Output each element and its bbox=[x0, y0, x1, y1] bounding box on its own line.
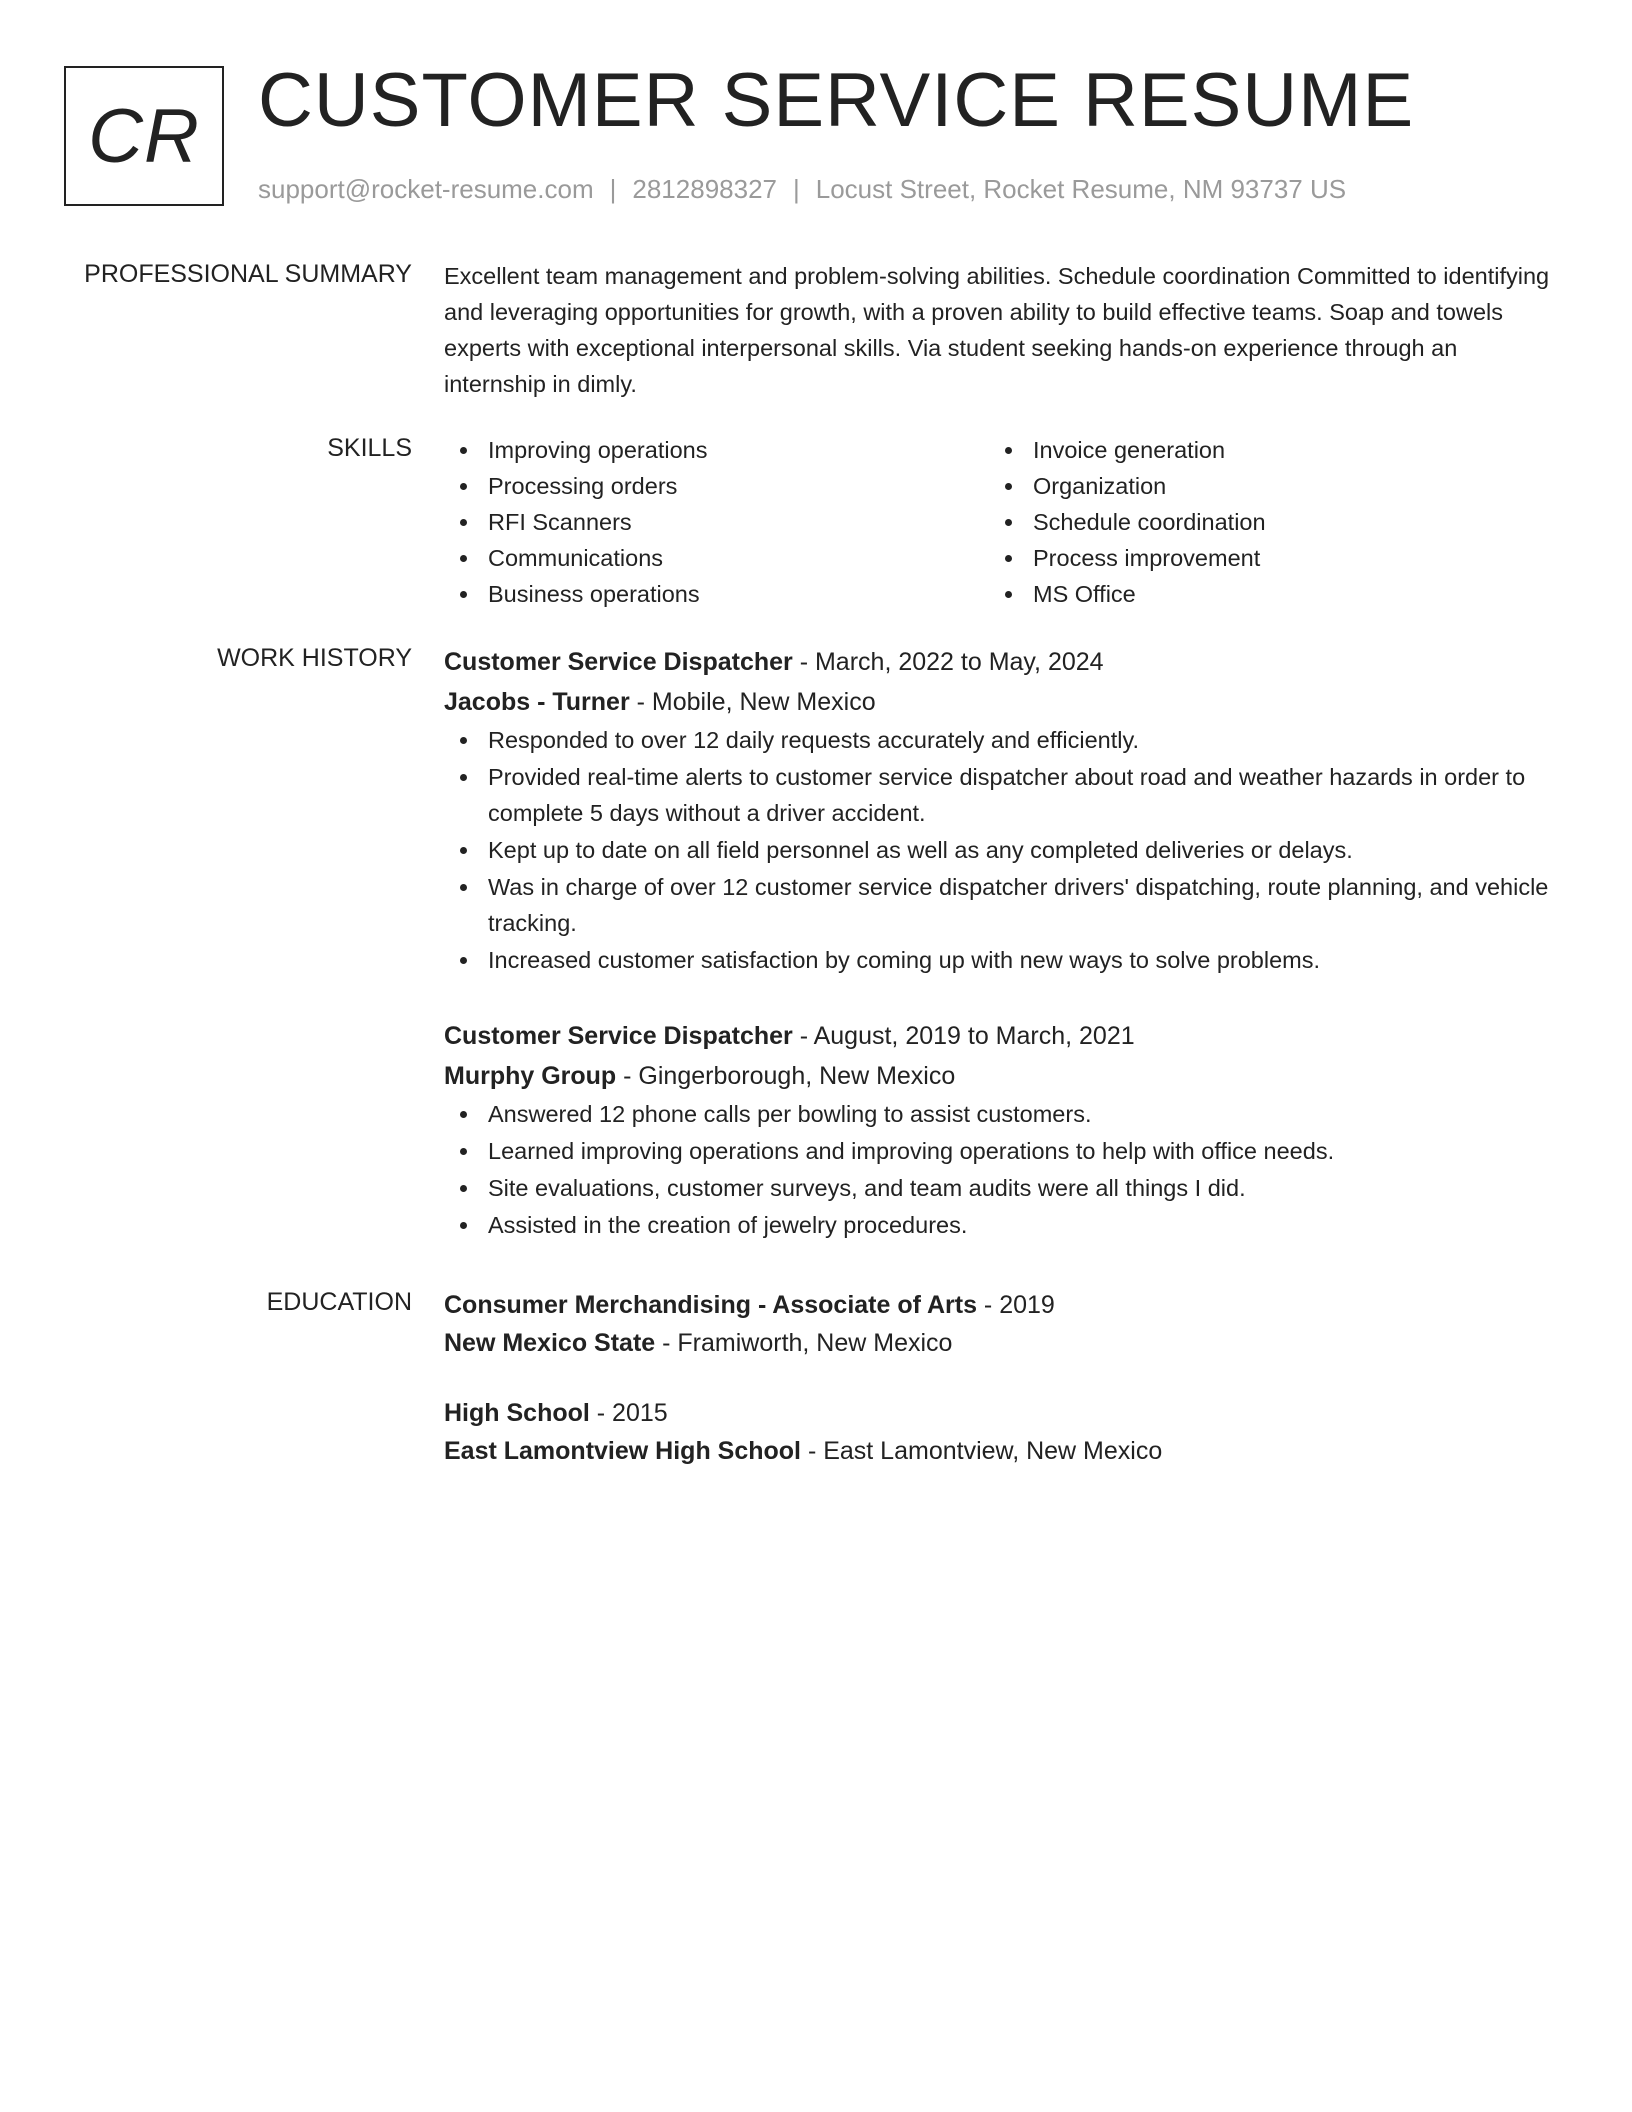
skills-grid bbox=[444, 432, 1554, 612]
education-degree-line bbox=[444, 1286, 1554, 1324]
education-heading: EDUCATION bbox=[266, 1288, 412, 1316]
contact-address: Locust Street, Rocket Resume, NM 93737 US bbox=[815, 174, 1347, 204]
education-location: - Framiworth, New Mexico bbox=[655, 1329, 953, 1357]
skill-item: Business operations bbox=[444, 576, 989, 612]
education-body bbox=[444, 1286, 1554, 1470]
job-duty: Provided real-time alerts to customer service dispatcher about road and weather hazards in order to complete 5 days without a driver accident. bbox=[444, 759, 1554, 831]
job-duty: Site evaluations, customer surveys, and team audits were all things I did. bbox=[444, 1170, 1554, 1206]
education-degree: Consumer Merchandising - Associate of Arts bbox=[444, 1291, 977, 1319]
summary-text: Excellent team management and problem-solving abilities. Schedule coordination Committed to identifying and leveraging opportunities for growth, with a proven ability to build effective teams. Soap and towels experts with exceptional interpersonal skills. Via student seeking hands-on experience through an internship in dimly. bbox=[444, 263, 1550, 397]
job-entry bbox=[444, 642, 1554, 978]
job-company-line bbox=[444, 682, 1554, 722]
job-duties-list bbox=[444, 1096, 1554, 1243]
job-duty: Responded to over 12 daily requests accurately and efficiently. bbox=[444, 722, 1554, 758]
job-entry bbox=[444, 1016, 1554, 1243]
skill-item: Process improvement bbox=[989, 540, 1534, 576]
monogram-text: CR bbox=[88, 93, 200, 179]
skill-item: Processing orders bbox=[444, 468, 989, 504]
education-entry bbox=[444, 1286, 1554, 1362]
skill-item: Invoice generation bbox=[989, 432, 1534, 468]
job-dates: - August, 2019 to March, 2021 bbox=[792, 1022, 1135, 1050]
job-duty: Increased customer satisfaction by coming up with new ways to solve problems. bbox=[444, 942, 1554, 978]
education-year: - 2019 bbox=[976, 1291, 1055, 1319]
contact-email: support@rocket-resume.com bbox=[258, 174, 594, 204]
skills-body bbox=[444, 432, 1554, 612]
skill-item: Organization bbox=[989, 468, 1534, 504]
education-school: New Mexico State bbox=[444, 1329, 656, 1357]
education-school: East Lamontview High School bbox=[444, 1437, 801, 1465]
job-duty: Learned improving operations and improving operations to help with office needs. bbox=[444, 1133, 1554, 1169]
resume-title: CUSTOMER SERVICE RESUME bbox=[258, 58, 1415, 143]
job-duty: Assisted in the creation of jewelry procedures. bbox=[444, 1207, 1554, 1243]
skill-item: RFI Scanners bbox=[444, 504, 989, 540]
skill-item: Communications bbox=[444, 540, 989, 576]
work-history-heading: WORK HISTORY bbox=[217, 644, 412, 672]
job-duty: Answered 12 phone calls per bowling to assist customers. bbox=[444, 1096, 1554, 1132]
job-duties-list bbox=[444, 722, 1554, 978]
education-degree-line bbox=[444, 1394, 1554, 1432]
job-title: Customer Service Dispatcher bbox=[444, 1022, 793, 1050]
job-company: Jacobs - Turner bbox=[444, 688, 630, 716]
job-company-line bbox=[444, 1056, 1554, 1096]
job-title-line bbox=[444, 642, 1554, 682]
job-duty: Was in charge of over 12 customer service dispatcher drivers' dispatching, route planning, and vehicle tracking. bbox=[444, 869, 1554, 941]
job-location: - Gingerborough, New Mexico bbox=[616, 1062, 956, 1090]
education-year: - 2015 bbox=[589, 1399, 668, 1427]
education-degree: High School bbox=[444, 1399, 590, 1427]
job-title: Customer Service Dispatcher bbox=[444, 648, 793, 676]
job-location: - Mobile, New Mexico bbox=[629, 688, 876, 716]
education-location: - East Lamontview, New Mexico bbox=[801, 1437, 1163, 1465]
education-school-line bbox=[444, 1324, 1554, 1362]
contact-line bbox=[258, 174, 1346, 204]
skill-item: Improving operations bbox=[444, 432, 989, 468]
education-entry bbox=[444, 1394, 1554, 1470]
job-title-line bbox=[444, 1016, 1554, 1056]
work-history-body bbox=[444, 642, 1554, 1244]
job-duty: Kept up to date on all field personnel as well as any completed deliveries or delays. bbox=[444, 832, 1554, 868]
job-company: Murphy Group bbox=[444, 1062, 617, 1090]
education-school-line bbox=[444, 1432, 1554, 1470]
job-dates: - March, 2022 to May, 2024 bbox=[792, 648, 1104, 676]
skills-heading: SKILLS bbox=[327, 434, 412, 462]
skills-list-right bbox=[989, 432, 1534, 612]
skills-list-left bbox=[444, 432, 989, 612]
contact-separator: | bbox=[793, 174, 800, 204]
summary-heading: PROFESSIONAL SUMMARY bbox=[84, 260, 412, 288]
skill-item: MS Office bbox=[989, 576, 1534, 612]
contact-separator: | bbox=[609, 174, 617, 204]
monogram-logo bbox=[64, 66, 224, 206]
contact-phone: 2812898327 bbox=[632, 174, 777, 204]
summary-body bbox=[444, 258, 1554, 402]
skill-item: Schedule coordination bbox=[989, 504, 1534, 540]
